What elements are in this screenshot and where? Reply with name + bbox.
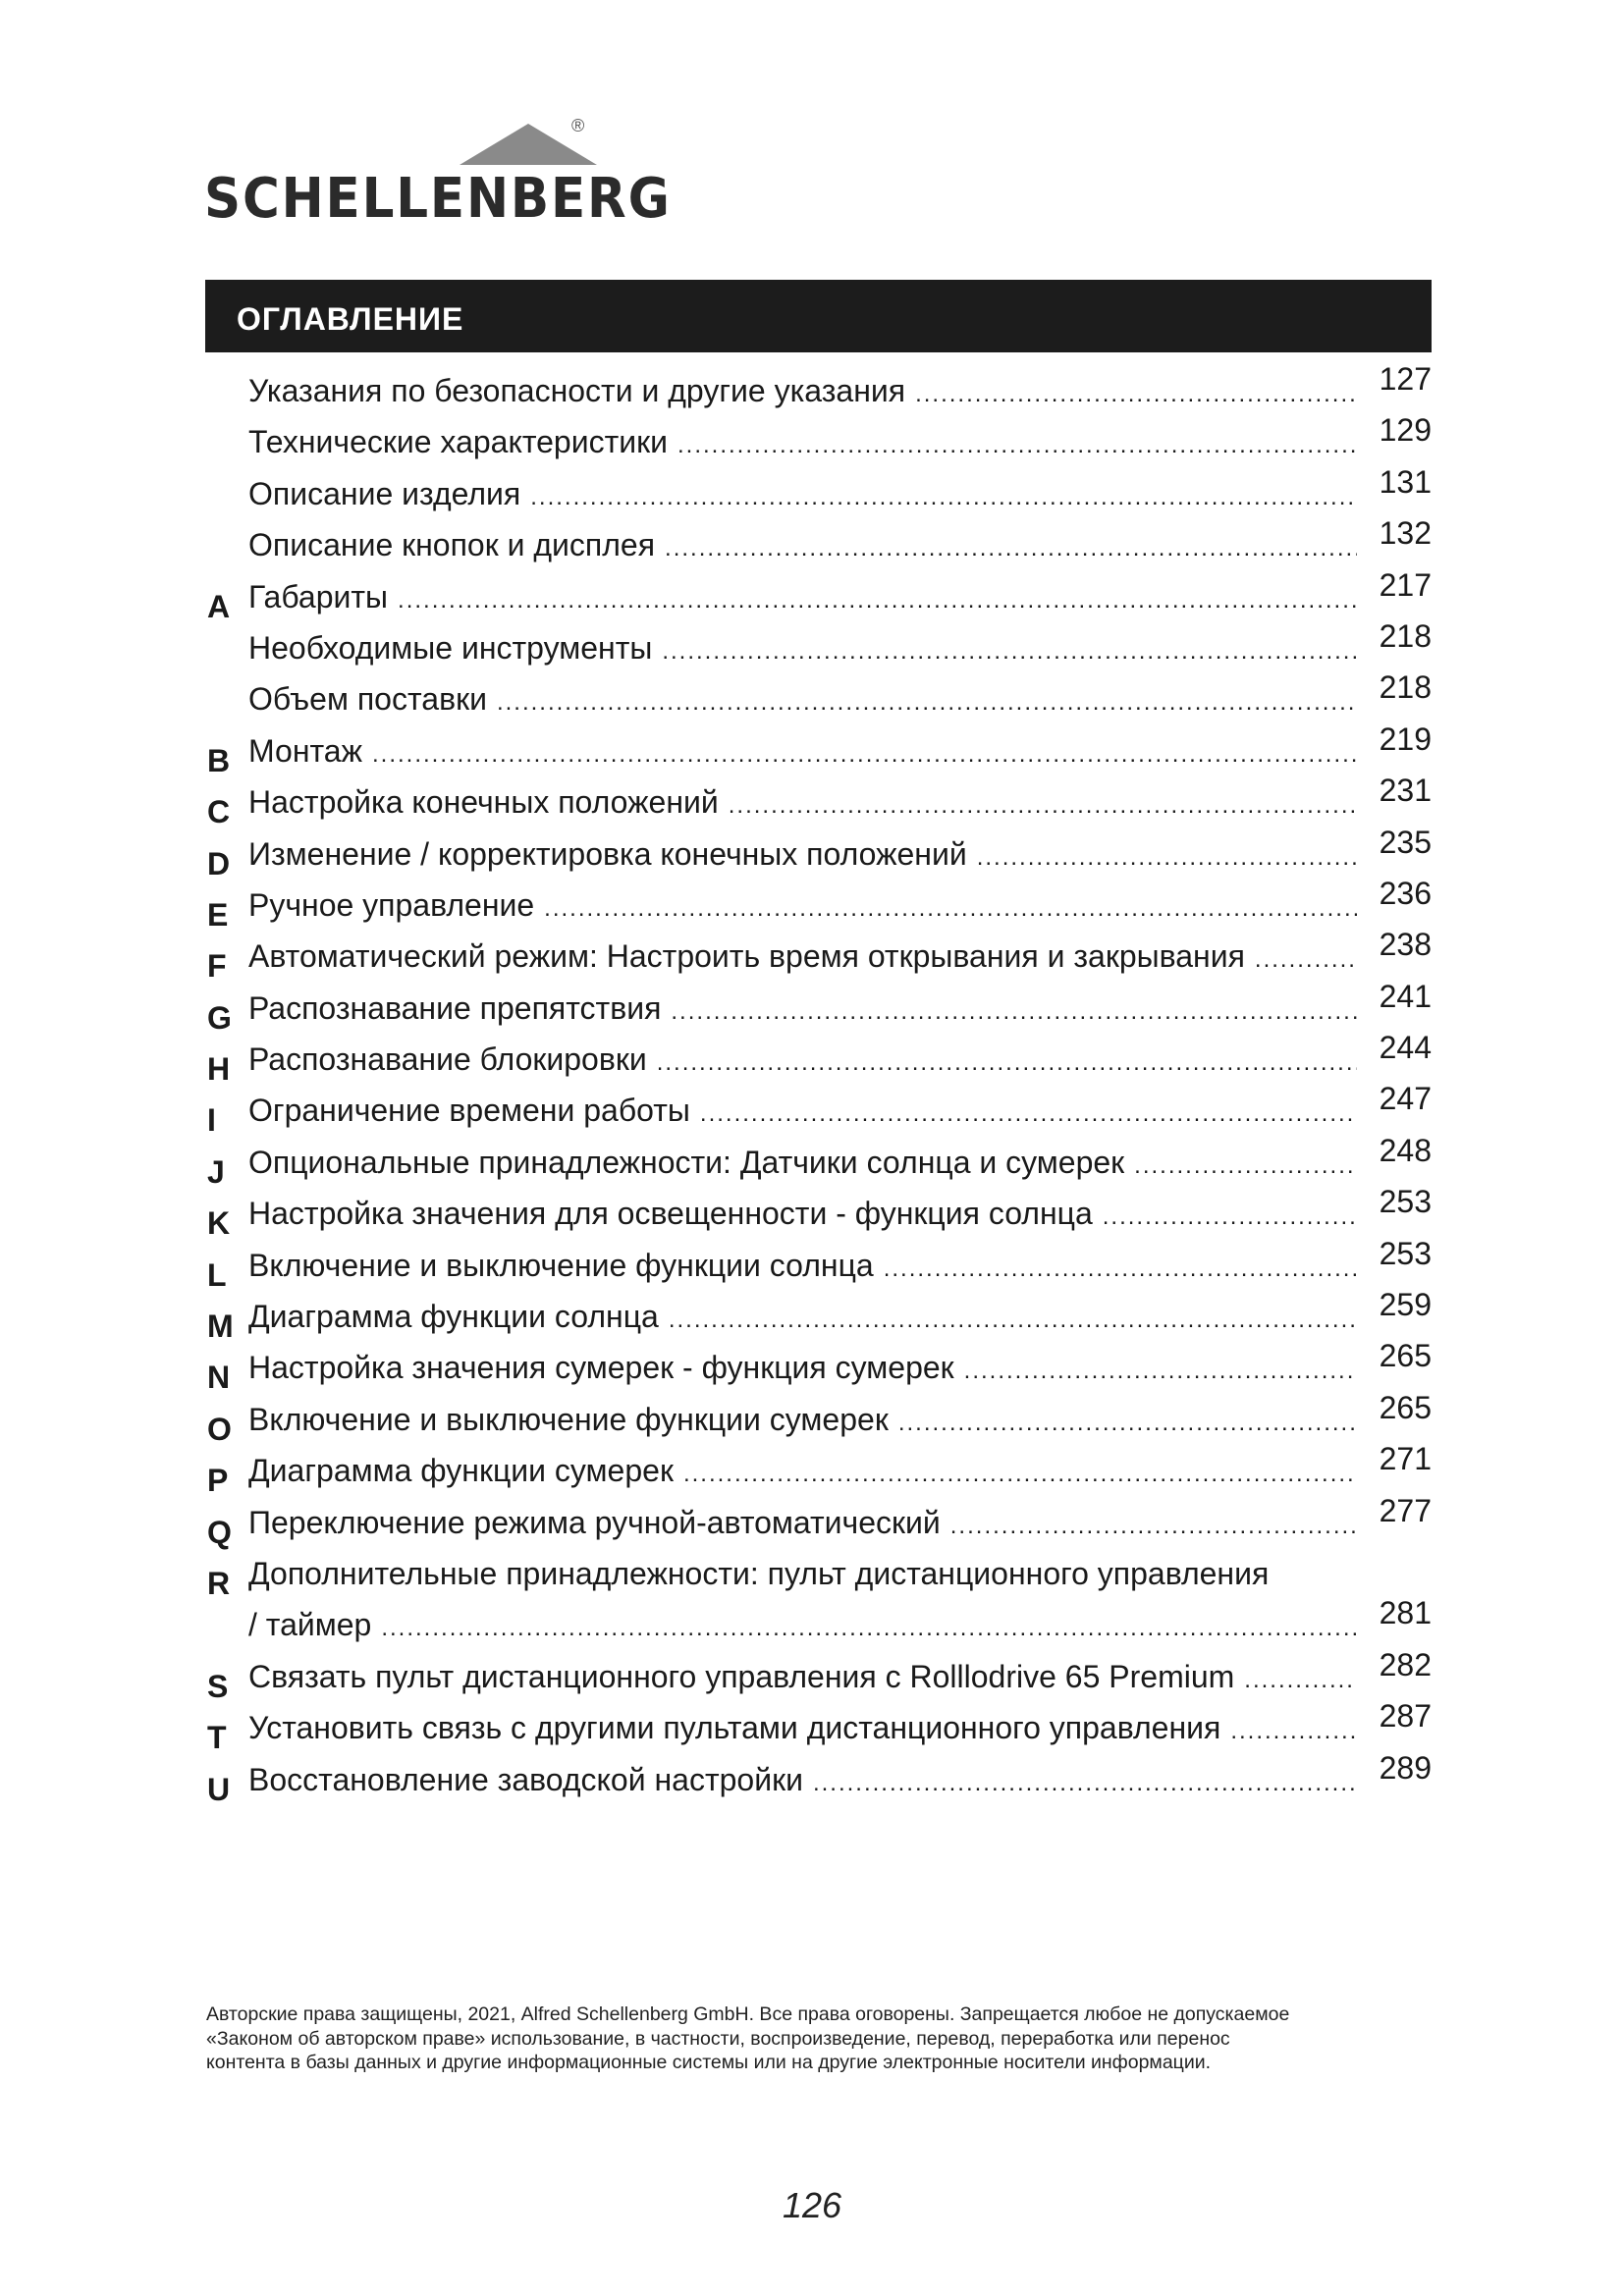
toc-entry-title: Включение и выключение функции солнца (248, 1247, 874, 1283)
toc-leader-dots (530, 484, 1357, 511)
toc-entry-letter: F (207, 948, 227, 985)
toc-leader-dots (1244, 1667, 1357, 1694)
toc-entry-title: Опциональные принадлежности: Датчики солнца и сумерек (248, 1144, 1125, 1180)
toc-entry-page: 287 (1379, 1698, 1432, 1735)
toc-entry[interactable] (205, 1287, 1432, 1345)
toc-entry[interactable] (205, 1441, 1432, 1499)
toc-entry-page: 236 (1379, 875, 1432, 911)
toc-entry-title: Объем поставки (248, 681, 487, 718)
toc-entry[interactable] (205, 1081, 1432, 1139)
toc-entry[interactable] (205, 669, 1432, 721)
toc-entry[interactable] (205, 1184, 1432, 1242)
toc-entry-letter: A (207, 588, 231, 624)
toc-entry-page: 259 (1379, 1287, 1432, 1323)
toc-entry-line (248, 1299, 1357, 1335)
toc-entry-line (248, 527, 1357, 563)
toc-entry-letter: S (207, 1668, 229, 1704)
toc-entry-page: 218 (1379, 669, 1432, 706)
toc-leader-dots (544, 895, 1357, 923)
page-number: 126 (782, 2185, 842, 2225)
toc-entry-page: 241 (1379, 978, 1432, 1014)
toc-entry[interactable] (205, 773, 1432, 830)
toc-entry-title: Указания по безопасности и другие указания (248, 373, 906, 408)
toc-entry-line (248, 1710, 1357, 1746)
toc-entry-line (248, 1659, 1357, 1695)
toc-entry-page: 265 (1379, 1338, 1432, 1374)
toc-entry-letter: U (207, 1771, 231, 1807)
toc-entry-letter: J (207, 1153, 225, 1190)
toc-entry-page: 132 (1379, 515, 1432, 552)
toc-entry-page: 231 (1379, 773, 1432, 809)
toc-entry[interactable] (205, 361, 1432, 412)
toc-entry-page: 247 (1379, 1081, 1432, 1117)
toc-leader-dots (950, 1513, 1357, 1540)
toc-entry-page: 217 (1379, 566, 1432, 603)
toc-leader-dots (884, 1255, 1357, 1283)
toc-leader-dots (372, 741, 1357, 769)
toc-entry-letter: Q (207, 1514, 232, 1550)
toc-entry[interactable] (205, 1544, 1432, 1601)
toc-leader-dots (398, 587, 1357, 614)
toc-entry-line (248, 784, 1357, 821)
toc-entry-line (248, 1556, 1357, 1592)
toc-entry-title: / таймер (248, 1607, 372, 1643)
toc-entry-page: 271 (1379, 1441, 1432, 1477)
toc-leader-dots (665, 535, 1357, 562)
toc-entry-line (248, 1041, 1357, 1078)
toc-entry-title: Диаграмма функции солнца (248, 1299, 659, 1335)
copyright-notice: Авторские права защищены, 2021, Alfred Schellenberg GmbH. Все права оговорены. Запрещается любое не допускаемое «Законом об авторском праве» использование, в частности, воспроизведение, перевод, переработка или перенос контента в базы данных и другие информационные системы или на другие электронные носители информации. (206, 2003, 1290, 2073)
toc-entry-title: Монтаж (248, 732, 362, 769)
toc-entry-letter: D (207, 845, 231, 881)
toc-entry-title: Изменение / корректировка конечных положений (248, 835, 967, 872)
toc-entry[interactable] (205, 1698, 1432, 1756)
toc-entry-title: Переключение режима ручной-автоматический (248, 1504, 941, 1540)
toc-entry-letter: B (207, 742, 231, 778)
toc-entry-title: Распознавание препятствия (248, 989, 662, 1026)
toc-leader-dots (662, 638, 1357, 666)
toc-entry-page: 219 (1379, 721, 1432, 757)
toc-entry-title: Технические характеристики (248, 424, 668, 460)
toc-leader-dots (964, 1358, 1357, 1385)
toc-entry-title: Габариты (248, 578, 389, 614)
toc-entry-page: 277 (1379, 1492, 1432, 1528)
toc-leader-dots (657, 1049, 1357, 1077)
toc-leader-dots (1255, 946, 1357, 974)
toc-entry-title: Связать пульт дистанционного управления с Rolllodrive 65 Premium (248, 1658, 1235, 1694)
toc-entry-line (248, 1248, 1357, 1284)
toc-entry[interactable] (205, 824, 1432, 881)
toc-entry-letter: T (207, 1720, 227, 1756)
toc-leader-dots (729, 792, 1357, 820)
toc-entry-line (248, 938, 1357, 975)
toc-entry-line (248, 1453, 1357, 1489)
table-of-contents (205, 361, 1432, 1807)
toc-entry-page: 253 (1379, 1235, 1432, 1271)
toc-leader-dots (1230, 1718, 1357, 1745)
toc-entry-title: Настройка значения сумерек - функция сумерек (248, 1350, 954, 1386)
toc-entry-page: 248 (1379, 1132, 1432, 1168)
toc-entry[interactable] (205, 1389, 1432, 1447)
toc-leader-dots (1103, 1203, 1357, 1231)
toc-leader-dots (381, 1615, 1357, 1642)
toc-entry-letter: I (207, 1102, 216, 1139)
toc-entry-title: Описание кнопок и дисплея (248, 527, 656, 563)
toc-entry-letter: K (207, 1205, 231, 1242)
toc-header-bar (205, 280, 1432, 352)
toc-entry-page: 289 (1379, 1749, 1432, 1786)
toc-entry[interactable] (205, 1030, 1432, 1088)
toc-entry-line (248, 1505, 1357, 1541)
toc-entry[interactable] (205, 1749, 1432, 1807)
toc-entry-title: Описание изделия (248, 475, 521, 511)
toc-entry-letter: G (207, 999, 232, 1036)
toc-entry[interactable] (205, 1338, 1432, 1396)
toc-entry-page: 127 (1379, 361, 1432, 397)
toc-entry-title: Установить связь с другими пультами дистанционного управления (248, 1710, 1221, 1746)
toc-leader-dots (977, 844, 1357, 872)
toc-entry-page: 281 (1379, 1595, 1432, 1631)
toc-entry-line (248, 476, 1357, 512)
toc-entry[interactable] (205, 721, 1432, 778)
toc-entry-letter: M (207, 1308, 234, 1345)
toc-entry-letter: P (207, 1463, 229, 1499)
toc-leader-dots (700, 1100, 1357, 1128)
toc-leader-dots (1134, 1152, 1357, 1180)
toc-entry[interactable] (205, 1595, 1432, 1646)
toc-leader-dots (898, 1410, 1357, 1437)
toc-entry-line (248, 733, 1357, 770)
toc-entry-letter: E (207, 896, 229, 933)
toc-entry-line (248, 630, 1357, 667)
toc-title: ОГЛАВЛЕНИЕ (237, 301, 464, 337)
toc-entry-line (248, 681, 1357, 718)
toc-entry-page: 253 (1379, 1184, 1432, 1220)
toc-entry-line (248, 1093, 1357, 1129)
toc-leader-dots (677, 432, 1357, 459)
toc-entry-title: Включение и выключение функции сумерек (248, 1401, 889, 1437)
toc-entry-letter: O (207, 1411, 232, 1447)
toc-entry-title: Ручное управление (248, 886, 535, 923)
toc-entry-letter: C (207, 794, 231, 830)
toc-entry[interactable] (205, 1646, 1432, 1704)
toc-entry-page: 265 (1379, 1389, 1432, 1425)
toc-entry[interactable] (205, 566, 1432, 624)
toc-entry-page: 244 (1379, 1030, 1432, 1066)
toc-leader-dots (813, 1770, 1357, 1797)
toc-entry-letter: N (207, 1360, 231, 1396)
toc-leader-dots (497, 689, 1357, 717)
toc-entry-line (248, 1196, 1357, 1232)
toc-entry-title: Распознавание блокировки (248, 1041, 647, 1078)
toc-entry-line (248, 373, 1357, 409)
brand-name: SCHELLENBERG (204, 167, 672, 231)
toc-entry-title: Диаграмма функции сумерек (248, 1453, 674, 1489)
toc-leader-dots (915, 381, 1357, 408)
toc-entry[interactable] (205, 875, 1432, 933)
toc-entry-page: 282 (1379, 1646, 1432, 1682)
toc-entry-line (248, 836, 1357, 873)
brand-logo (204, 116, 672, 234)
toc-entry-letter: R (207, 1565, 231, 1601)
toc-entry-title: Автоматический режим: Настроить время открывания и закрывания (248, 938, 1245, 975)
toc-entry-line (248, 887, 1357, 924)
toc-entry-line (248, 1762, 1357, 1798)
registered-mark: ® (571, 116, 585, 135)
toc-entry-letter: L (207, 1256, 227, 1293)
toc-entry-page: 218 (1379, 617, 1432, 654)
toc-entry[interactable] (205, 1492, 1432, 1550)
toc-entry[interactable] (205, 618, 1432, 669)
toc-entry[interactable] (205, 927, 1432, 985)
toc-entry-title: Ограничение времени работы (248, 1093, 690, 1129)
toc-entry[interactable] (205, 1235, 1432, 1293)
toc-leader-dots (669, 1307, 1357, 1334)
toc-entry-page: 235 (1379, 824, 1432, 860)
toc-entry-title: Необходимые инструменты (248, 629, 653, 666)
toc-entry-line (248, 990, 1357, 1027)
toc-entry[interactable] (205, 978, 1432, 1036)
toc-entry-line (248, 1607, 1357, 1643)
toc-entry-line (248, 1350, 1357, 1386)
toc-entry-line (248, 424, 1357, 460)
toc-entry-line (248, 579, 1357, 615)
toc-entry[interactable] (205, 412, 1432, 463)
toc-entry[interactable] (205, 1132, 1432, 1190)
toc-leader-dots (683, 1461, 1357, 1488)
toc-entry[interactable] (205, 464, 1432, 515)
toc-leader-dots (671, 998, 1357, 1026)
toc-entry-page: 238 (1379, 927, 1432, 963)
toc-entry-line (248, 1145, 1357, 1181)
toc-entry-title: Восстановление заводской настройки (248, 1761, 803, 1797)
toc-entry-title: Настройка конечных положений (248, 784, 719, 821)
toc-entry[interactable] (205, 515, 1432, 566)
toc-entry-page: 131 (1379, 463, 1432, 500)
toc-entry-title: Дополнительные принадлежности: пульт дистанционного управления (248, 1555, 1270, 1591)
toc-entry-letter: H (207, 1051, 231, 1088)
toc-entry-page: 129 (1379, 412, 1432, 449)
toc-entry-title: Настройка значения для освещенности - функция солнца (248, 1196, 1093, 1232)
toc-entry-line (248, 1402, 1357, 1438)
